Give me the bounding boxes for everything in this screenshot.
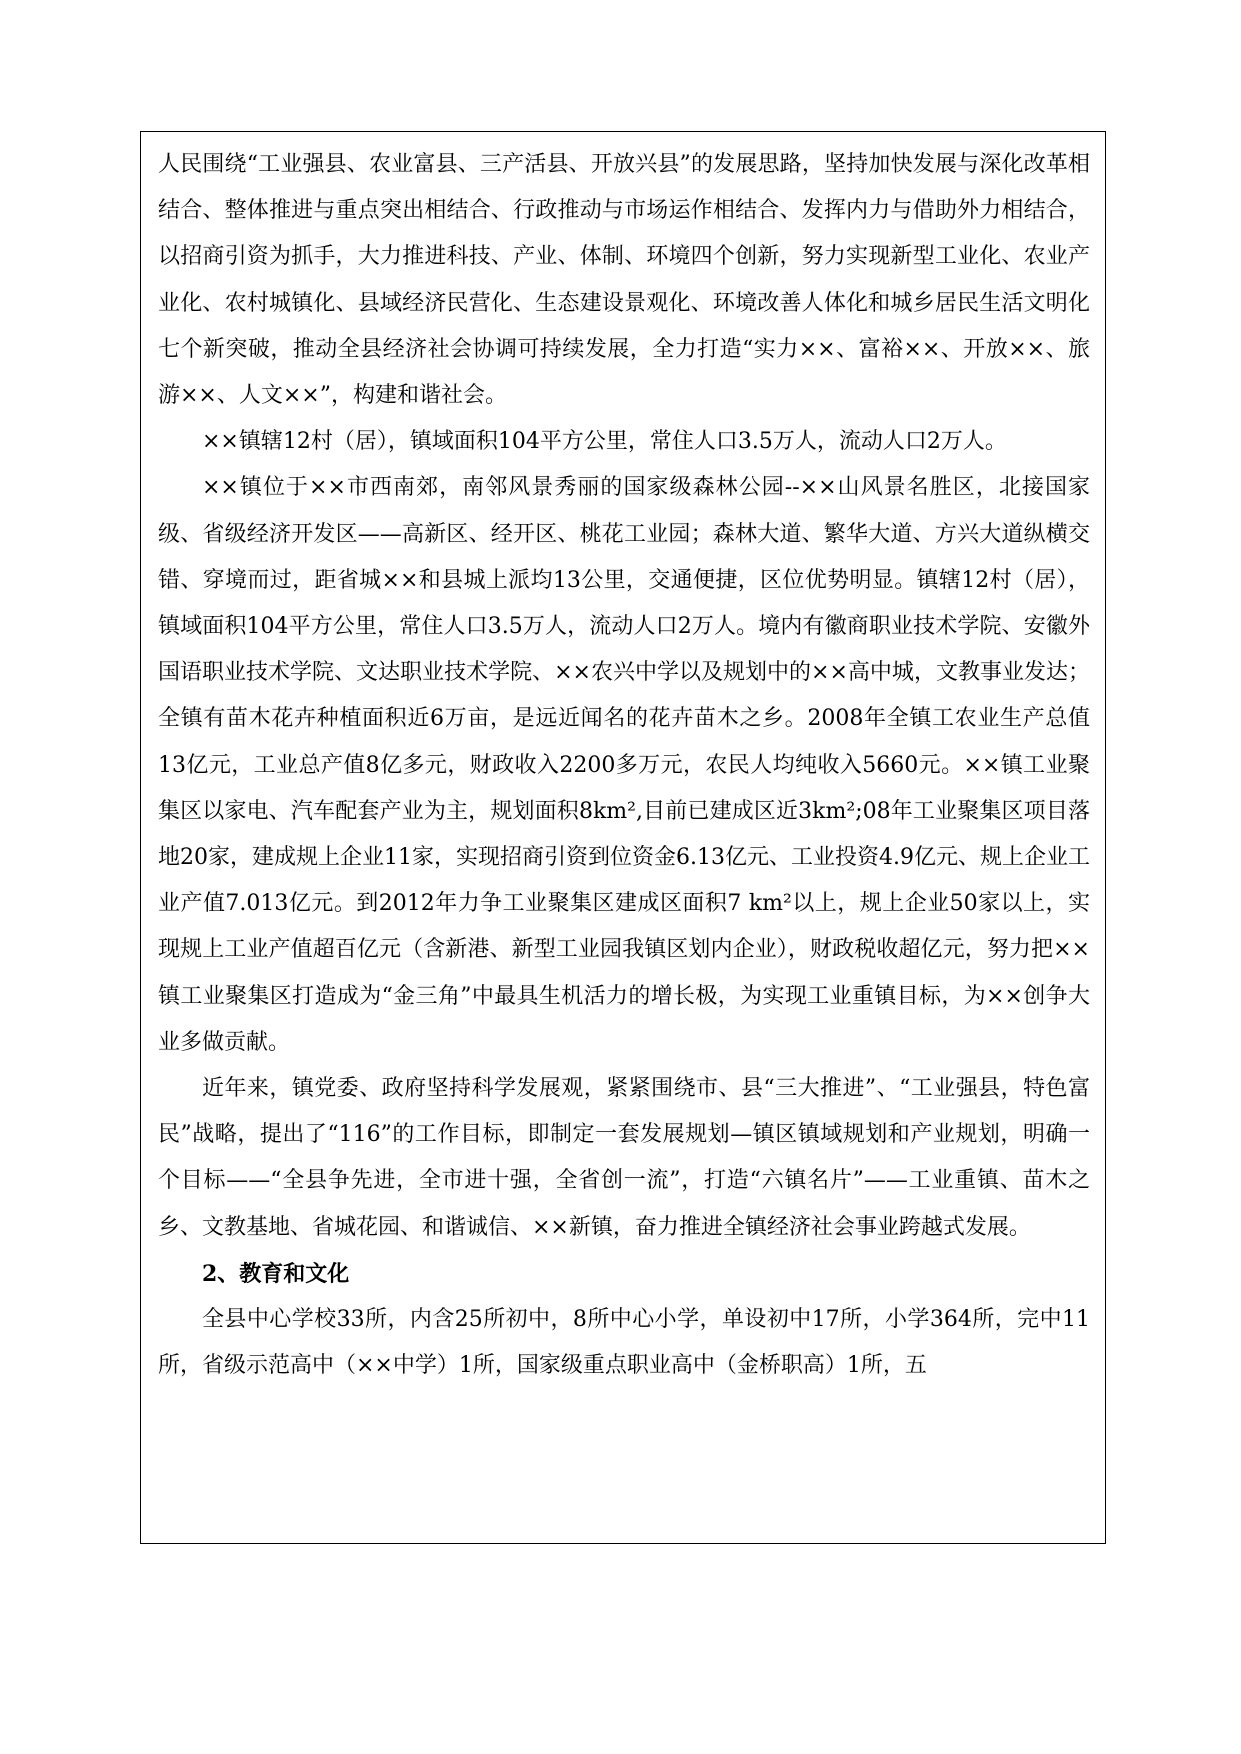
paragraph-town-overview: ××镇辖12村（居），镇域面积104平方公里，常住人口3.5万人，流动人口2万人。 — [202, 429, 1007, 455]
document-frame — [140, 131, 1106, 1544]
paragraph-schools: 全县中心学校33所，内含25所初中，8所中心小学，单设初中17所，小学364所，完中11所，省级示范高中（××中学）1所，国家级重点职业高中（金桥职高）1所，五 — [158, 1307, 1090, 1379]
paragraph-recent-goals: 近年来，镇党委、政府坚持科学发展观，紧紧围绕市、县“三大推进”、“工业强县，特色富民”战略，提出了“116”的工作目标，即制定一套发展规划—镇区镇域规划和产业规划，明确一个目标——“全县争先进，全市进十强，全省创一流”，打造“六镇名片”——工业重镇、苗木之乡、文教基地、省城花园、和谐诚信、××新镇，奋力推进全镇经济社会事业跨越式发展。 — [158, 1076, 1090, 1240]
paragraph-town-location-economy: ××镇位于××市西南郊，南邻风景秀丽的国家级森林公园--××山风景名胜区，北接国家级、省级经济开发区——高新区、经开区、桃花工业园；森林大道、繁华大道、方兴大道纵横交错、穿境而过，距省城××和县城上派均13公里，交通便捷，区位优势明显。镇辖12村（居），镇域面积104平方公里，常住人口3.5万人，流动人口2万人。境内有徽商职业技术学院、安徽外国语职业技术学院、文达职业技术学院、××农兴中学以及规划中的××高中城，文教事业发达；全镇有苗木花卉种植面积近6万亩，是远近闻名的花卉苗木之乡。2008年全镇工农业生产总值13亿元，工业总产值8亿多元，财政收入2200多万元，农民人均纯收入5660元。××镇工业聚集区以家电、汽车配套产业为主，规划面积8km²,目前已建成区近3km²;08年工业聚集区项目落地20家，建成规上企业11家，实现招商引资到位资金6.13亿元、工业投资4.9亿元、规上企业工业产值7.013亿元。到2012年力争工业聚集区建成区面积7 km²以上，规上企业50家以上，实现规上工业产值超百亿元（含新港、新型工业园我镇区划内企业），财政税收超亿元，努力把××镇工业聚集区打造成为“金三角”中最具生机活力的增长极，为实现工业重镇目标，为××创争大业多做贡献。 — [158, 475, 1090, 1055]
document-body — [158, 142, 1090, 1389]
section-heading-education: 2、教育和文化 — [202, 1260, 350, 1287]
paragraph-development-strategy: 人民围绕“工业强县、农业富县、三产活县、开放兴县”的发展思路，坚持加快发展与深化改革相结合、整体推进与重点突出相结合、行政推动与市场运作相结合、发挥内力与借助外力相结合，以招商引资为抓手，大力推进科技、产业、体制、环境四个创新，努力实现新型工业化、农业产业化、农村城镇化、县域经济民营化、生态建设景观化、环境改善人体化和城乡居民生活文明化七个新突破，推动全县经济社会协调可持续发展，全力打造“实力××、富裕××、开放××、旅游××、人文××”，构建和谐社会。 — [158, 152, 1090, 409]
